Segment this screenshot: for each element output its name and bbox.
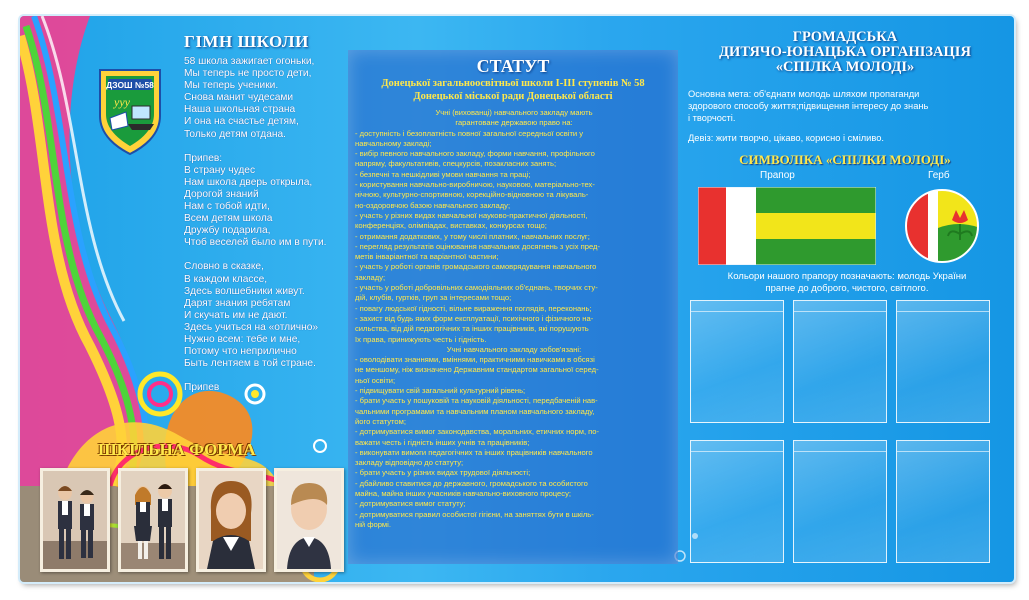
statute-line: навчальному закладі; [355,138,432,148]
statute-subtitle: Донецької міської ради Донецької області [413,91,613,102]
anthem-line: В страну чудес [184,164,256,176]
statute-line: - участь у різних видах навчальної науково-практичної діяльності, [355,210,588,220]
anthem-line: Здесь учиться на «отлично» [184,321,319,333]
stanza-gap [184,249,354,261]
anthem-line: Снова манит чудесами [184,92,294,104]
statute-line: - брати участь у різних видах трудової діяльності; [355,468,531,478]
statute-line: його статутом; [355,416,406,426]
anthem-line: И скучать им не дают. [184,309,288,321]
statute-line: - безпечні та нешкідливі умови навчання та праці; [355,169,531,179]
flag-colors-note [688,271,1006,295]
anthem-text [184,56,354,394]
statute-line: - участь у роботі добровільних самодіяльних об'єднань, творчих сту- [355,283,598,293]
statute-line: важати честь і гідність інших учнів та працівників; [355,437,530,447]
document-pocket[interactable] [793,440,887,563]
document-pocket[interactable] [793,300,887,423]
statute-line: - дотримуватися правил особистої гігієни, на заняттях бути в шкіль- [355,509,594,519]
statute-line: метів інваріантної та варіантної частини; [355,252,499,262]
statute-text [355,108,673,530]
anthem-line: Мы теперь не просто дети, [184,68,312,80]
document-pocket[interactable] [896,440,990,563]
anthem-line: Нужно всем: тебе и мне, [184,333,301,345]
aim-line: Основна мета: об'єднати молодь шляхом пропаганди [688,89,920,99]
statute-line: - перегляд результатів оцінювання навчальних досягнень з усіх пред- [355,241,600,251]
statute-line: закладу; [355,272,386,282]
statute-line: конференціях, олімпіадах, виставках, конкурсах тощо; [355,221,547,231]
uniform-photo-2 [118,468,188,572]
flag-image [698,187,876,265]
statute-title: СТАТУТ [476,56,550,76]
statute-line: - підвищувати свій загальний культурний рівень; [355,386,526,396]
statute-line: ній формі. [355,519,391,529]
organization-motto: Девіз: жити творчо, цікаво, корисно і сміливо. [688,133,884,143]
stanza-gap [184,141,354,153]
stand-board [20,16,1014,582]
anthem-line: Припев [184,382,220,394]
anthem-line: Мы теперь ученики. [184,80,279,92]
statute-line: чальними програмами та навчальним планом навчального закладу, [355,406,595,416]
organization-aim [688,88,1006,144]
statute-line: не меншому, ніж визначено Державним стандартом загальної серед- [355,365,599,375]
anthem-line: Только детям отдана. [184,128,286,140]
statute-line: - дотримуватися вимог законодавства, моральних, етичних норм, по- [355,427,600,437]
symbols-title: СИМВОЛІКА «СПІЛКИ МОЛОДІ» [739,152,951,167]
statute-line: майна, майна інших учасників навчально-виховного процесу; [355,488,571,498]
statute-line: - дотримуватися вимог статуту; [355,499,466,509]
stanza-gap [184,370,354,382]
uniform-photo-4 [274,468,344,572]
statute-subtitle: Донецької загальноосвітньої школи І-ІІІ ступенів № 58 [381,78,645,89]
anthem-line: 58 школа зажигает огоньки, [184,56,315,67]
anthem-line: Припев: [184,152,223,164]
girl-portrait-image [199,471,263,569]
statute-line: - дбайливо ставитися до державного, громадського та особистого [355,478,588,488]
organization-title [680,30,1010,75]
emblem-text: ДЗОШ №58 [106,80,154,90]
statute-line: - доступність і безоплатність повної загальної середньої освіти у [355,128,584,138]
children-in-uniform-image [43,471,107,569]
statute-line: їх права, принижують честь і гідність. [355,334,487,344]
note-line: Кольори нашого прапору позначають: молодь України [727,271,967,282]
school-uniform-title: ШКІЛЬНА ФОРМА [98,440,256,459]
anthem-line: Нам с тобой идти, [184,201,270,213]
statute-line: ньої освіти; [355,375,396,385]
statute-line: - захист від будь яких форм експлуатації, психічного і фізичного на- [355,313,594,323]
statute-line: - брати участь у пошуковій та науковій діяльності, передбаченій нав- [355,396,598,406]
anthem-line: Дарят знания ребятам [184,297,291,309]
emblem-subtext: ууу [114,95,130,109]
statute-line: - вибір певного навчального закладу, форми навчання, профільного [355,149,595,159]
anthem-line: Наша школьная страна [184,104,296,116]
statute-line: - користування навчально-виробничою, науковою, матеріально-тех- [355,180,595,190]
statute-line: дій, клубів, гуртків, груп за інтересами тощо; [355,293,512,303]
statute-line: но-оздоровчою базою навчального закладу; [355,200,511,210]
statute-line: напряму, факультативів, спецкурсів, позакласних занять; [355,159,557,169]
anthem-line: Дружбу подарила, [184,225,271,237]
anthem-line: Чтоб веселей было им в пути. [184,237,327,249]
aim-line: здорового способу життя;підвищення інтересу до знань [688,101,929,111]
document-pocket[interactable] [690,300,784,423]
statute-line: - повагу людської гідності, вільне вираження поглядів, переконань; [355,303,592,313]
organization-title-line: ГРОМАДСЬКА [792,29,898,45]
anthem-line: Быть лентяем в той стране. [184,358,316,370]
statute-heading-line: Учні навчального закладу зобов'язані: [446,344,582,354]
anthem-line: Нам школа дверь открыла, [184,176,313,188]
anthem-line: И она на счастье детям, [184,116,299,128]
organization-title-line: ДИТЯЧО-ЮНАЦЬКА ОРГАНІЗАЦІЯ [719,44,971,60]
statute-heading-line: Учні (вихованці) навчального закладу мають [435,108,593,117]
flag-label: Прапор [760,170,795,181]
anthem-line: Дорогой знаний [184,188,259,200]
document-pocket[interactable] [896,300,990,423]
boy-portrait-image [277,471,341,569]
note-line: прагне до доброго, чистого, світлого. [765,283,929,294]
coat-of-arms-image [904,184,980,266]
statute-line: закладу відповідно до статуту; [355,458,464,468]
organization-title-line: «СПІЛКА МОЛОДІ» [775,59,915,75]
statute-heading-line: гарантоване державою право на: [455,118,573,128]
statute-line: - оволодівати знаннями, вміннями, практичними навичками в обсязі [355,355,595,365]
anthem-line: Всем детям школа [184,213,273,225]
statute-line: - отримання додаткових, у тому числі платних, навчальних послуг; [355,231,590,241]
statute-line: - участь у роботі органів громадського самоврядування навчального [355,262,597,272]
coat-of-arms-label: Герб [928,170,950,181]
aim-line: і творчості. [688,113,736,123]
document-pocket[interactable] [690,440,784,563]
anthem-line: Словно в сказке, [184,261,264,273]
uniform-photo-1 [40,468,110,572]
uniform-photo-3 [196,468,266,572]
anthem-title: ГІМН ШКОЛИ [184,32,309,51]
statute-line: - виконувати вимоги педагогічних та інших працівників навчального [355,447,593,457]
statute-line: нічною, культурно-спортивною, корекційно-відновною та лікуваль- [355,190,589,200]
statute-line: сильства, від дій педагогічних та інших працівників, які порушують [355,324,589,334]
anthem-line: В каждом классе, [184,273,268,285]
school-emblem-logo [92,66,168,156]
anthem-line: Здесь волшебники живут. [184,285,305,297]
anthem-line: Потому что неприлично [184,346,297,358]
statute-panel [348,50,678,564]
children-in-uniform-image [121,471,185,569]
